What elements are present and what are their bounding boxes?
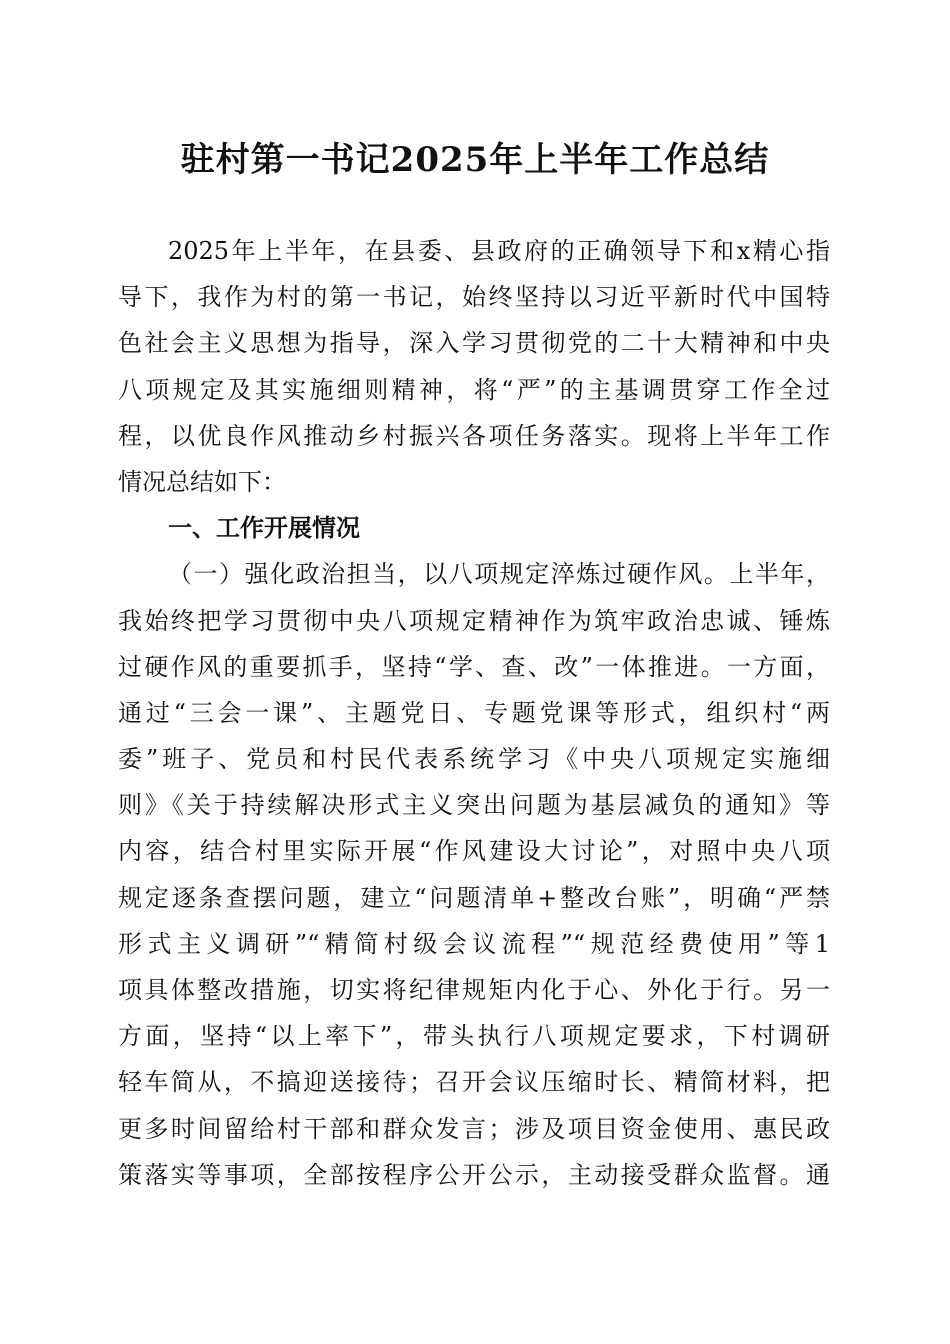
document-body [118,228,830,1198]
paragraph-line: 情况总结如下： [118,467,286,496]
section-heading: 一、工作开展情况 [168,514,360,543]
paragraph-line: 形式主义调研”“精简村级会议流程”“规范经费使用”等1 [118,929,830,958]
paragraph-line: 导下，我作为村的第一书记，始终坚持以习近平新时代中国特 [118,283,830,312]
paragraph-line: 内容，结合村里实际开展“作风建设大讨论”，对照中央八项 [118,837,830,866]
paragraph-line: 八项规定及其实施细则精神，将“严”的主基调贯穿工作全过 [118,375,830,404]
paragraph-line: 更多时间留给村干部和群众发言；涉及项目资金使用、惠民政 [118,1114,830,1143]
paragraph-line: 策落实等事项，全部按程序公开公示，主动接受群众监督。通 [118,1160,830,1189]
paragraph-line: 过硬作风的重要抓手，坚持“学、查、改”一体推进。一方面， [118,652,830,681]
paragraph-line: 2025年上半年，在县委、县政府的正确领导下和x精心指 [168,237,830,265]
paragraph-line: （一）强化政治担当，以八项规定淬炼过硬作风。上半年， [168,560,830,589]
paragraph-line: 规定逐条查摆问题，建立“问题清单+整改台账”，明确“严禁 [118,883,830,912]
paragraph-line: 轻车简从，不搞迎送接待；召开会议压缩时长、精简材料，把 [118,1068,830,1097]
paragraph-line: 则》《关于持续解决形式主义突出问题为基层减负的通知》等 [118,791,830,820]
paragraph-line: 色社会主义思想为指导，深入学习贯彻党的二十大精神和中央 [118,329,830,358]
paragraph-line: 通过“三会一课”、主题党日、专题党课等形式，组织村“两 [118,698,830,727]
document-title: 驻村第一书记2025年上半年工作总结 [180,140,770,180]
paragraph-line: 项具体整改措施，切实将纪律规矩内化于心、外化于行。另一 [118,976,830,1004]
paragraph-line: 方面，坚持“以上率下”，带头执行八项规定要求，下村调研 [118,1022,830,1051]
paragraph-line: 委”班子、党员和村民代表系统学习《中央八项规定实施细 [118,745,830,774]
paragraph-line: 程，以优良作风推动乡村振兴各项任务落实。现将上半年工作 [118,421,830,450]
paragraph-line: 我始终把学习贯彻中央八项规定精神作为筑牢政治忠诚、锤炼 [118,606,830,635]
